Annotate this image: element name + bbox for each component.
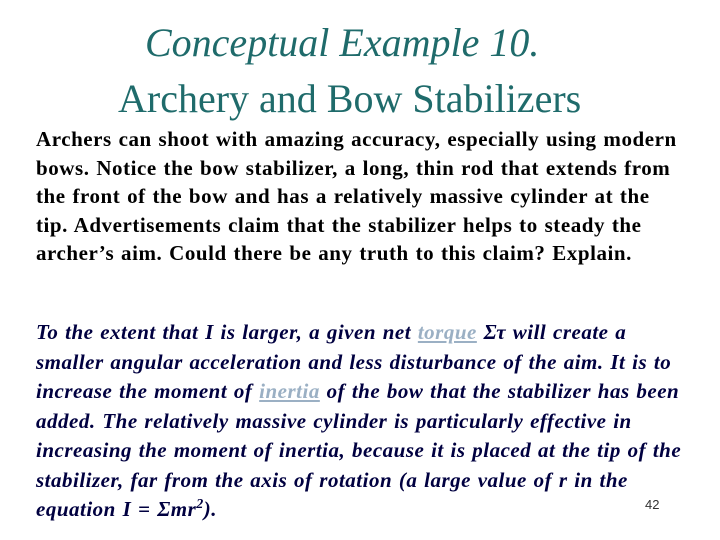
inertia-link[interactable]: inertia	[259, 379, 320, 403]
question-text: Archers can shoot with amazing accuracy, especially using modern bows. Notice the bow stabilizer, a long, thin rod that extends from the front of the bow and has a relatively massive cylinder at the tip. Advertisements claim that the stabilizer helps to steady the archer’s aim. Could there be any truth to this claim? Explain.	[36, 127, 677, 265]
answer-part-1: To the extent that I is larger, a given net	[36, 320, 418, 344]
answer-text	[36, 318, 696, 525]
slide-title-line-1: Conceptual Example 10.	[145, 20, 540, 65]
answer-part-2: Στ will create a smaller angular acceleration and less disturbance of the aim. It is to increase the moment of	[36, 320, 672, 403]
slide-title-line-2: Archery and Bow Stabilizers	[118, 76, 582, 121]
answer-part-3: of the bow that the stabilizer has been added. The relatively massive cylinder is particularly effective in increasing the moment of inertia, because it is placed at the tip of the stabilizer, far from the axis of rotation (a large value of r in the equation I = Σmr	[36, 379, 682, 521]
torque-link[interactable]: torque	[417, 320, 477, 344]
squared-superscript: 2	[196, 497, 204, 512]
page-number: 42	[645, 497, 660, 512]
answer-part-4: ).	[203, 497, 217, 521]
